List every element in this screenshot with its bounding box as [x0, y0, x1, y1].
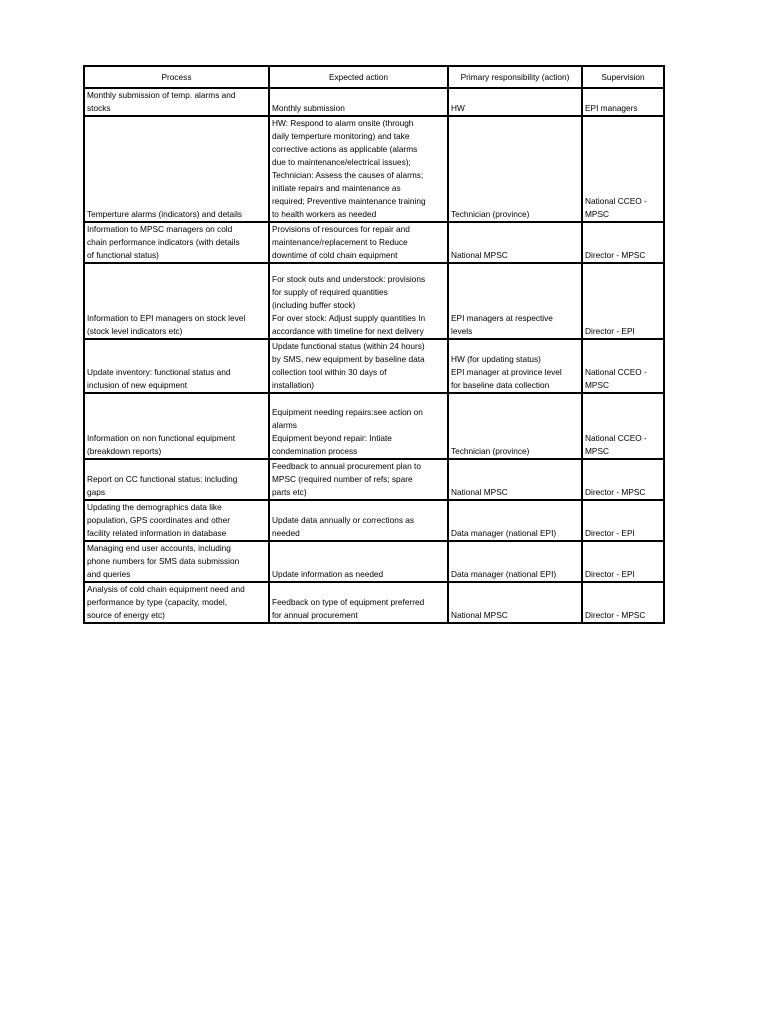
table-row: [84, 459, 664, 500]
table-row: [84, 500, 664, 541]
expected-action-cell: Update data annually or corrections as needed: [269, 500, 448, 541]
expected-action-cell: Feedback on type of equipment preferred for annual procurement: [269, 582, 448, 623]
responsibility-cell: Data manager (national EPI): [448, 541, 582, 582]
table-row: [84, 541, 664, 582]
responsibility-cell: Technician (province): [448, 116, 582, 222]
expected-action-cell: Feedback to annual procurement plan to MPSC (required number of refs; spare parts etc): [269, 459, 448, 500]
process-cell: Analysis of cold chain equipment need and performance by type (capacity, model, source of energy etc): [84, 582, 269, 623]
expected-action-cell: Monthly submission: [269, 88, 448, 116]
expected-action-cell: Update information as needed: [269, 541, 448, 582]
responsibility-cell: National MPSC: [448, 222, 582, 263]
process-cell: Information on non functional equipment (breakdown reports): [84, 393, 269, 459]
supervision-cell: Director - EPI: [582, 263, 664, 339]
supervision-cell: National CCEO - MPSC: [582, 393, 664, 459]
header-expected-action: Expected action: [269, 66, 448, 88]
expected-action-cell: For stock outs and understock: provisions for supply of required quantities (including buffer stock) For over stock: Adjust supply quantities In accordance with timeline for next delivery: [269, 263, 448, 339]
table-row: [84, 116, 664, 222]
responsibility-cell: Data manager (national EPI): [448, 500, 582, 541]
responsibility-table: [83, 65, 665, 624]
supervision-cell: National CCEO - MPSC: [582, 339, 664, 393]
process-cell: Information to MPSC managers on cold chain performance indicators (with details of functional status): [84, 222, 269, 263]
process-cell: Managing end user accounts, including phone numbers for SMS data submission and queries: [84, 541, 269, 582]
responsibility-cell: EPI managers at respective levels: [448, 263, 582, 339]
responsibility-cell: Technician (province): [448, 393, 582, 459]
supervision-cell: National CCEO - MPSC: [582, 116, 664, 222]
table-header-row: [84, 66, 664, 88]
supervision-cell: Director - MPSC: [582, 459, 664, 500]
process-cell: Monthly submission of temp. alarms and stocks: [84, 88, 269, 116]
supervision-cell: Director - EPI: [582, 500, 664, 541]
supervision-cell: Director - MPSC: [582, 222, 664, 263]
table-row: [84, 222, 664, 263]
process-cell: Updating the demographics data like population, GPS coordinates and other facility related information in database: [84, 500, 269, 541]
header-supervision: Supervision: [582, 66, 664, 88]
table-row: [84, 263, 664, 339]
expected-action-cell: Equipment needing repairs:see action on alarms Equipment beyond repair: Intiate condemination process: [269, 393, 448, 459]
responsibility-cell: HW: [448, 88, 582, 116]
responsibility-cell: National MPSC: [448, 459, 582, 500]
table-row: [84, 88, 664, 116]
header-process: Process: [84, 66, 269, 88]
supervision-cell: Director - MPSC: [582, 582, 664, 623]
process-cell: Report on CC functional status: including gaps: [84, 459, 269, 500]
responsibility-cell: HW (for updating status) EPI manager at province level for baseline data collection: [448, 339, 582, 393]
supervision-cell: EPI managers: [582, 88, 664, 116]
table-row: [84, 582, 664, 623]
header-primary-responsibility: Primary responsibility (action): [448, 66, 582, 88]
process-cell: Update inventory: functional status and inclusion of new equipment: [84, 339, 269, 393]
expected-action-cell: Provisions of resources for repair and maintenance/replacement to Reduce downtime of cold chain equipment: [269, 222, 448, 263]
responsibility-cell: National MPSC: [448, 582, 582, 623]
process-cell: Information to EPI managers on stock level (stock level indicators etc): [84, 263, 269, 339]
supervision-cell: Director - EPI: [582, 541, 664, 582]
expected-action-cell: HW: Respond to alarm onsite (through daily temperture monitoring) and take corrective actions as applicable (alarms due to maintenance/electrical issues); Technician: Assess the causes of alarms; initiate repairs and maintenance as required; Preventive maintenance training to health workers as needed: [269, 116, 448, 222]
process-cell: Temperture alarms (indicators) and details: [84, 116, 269, 222]
table-row: [84, 339, 664, 393]
table-row: [84, 393, 664, 459]
expected-action-cell: Update functional status (within 24 hours) by SMS, new equipment by baseline data collection tool within 30 days of installation): [269, 339, 448, 393]
